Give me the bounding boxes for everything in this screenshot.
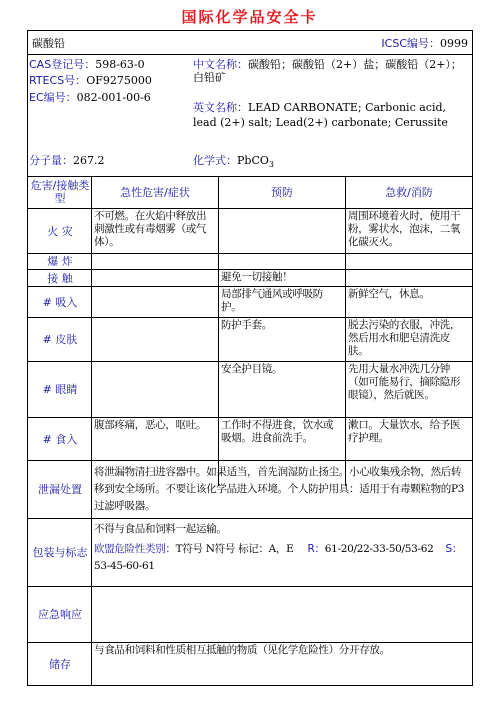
chinese-name-value: 碳酸铅；碳酸铅（2+）盐；碳酸铅（2+）；白铅矿 bbox=[193, 58, 462, 84]
row-contact-label: 接 触 bbox=[47, 271, 73, 285]
r-value: 61-20/22-33-50/53-62 bbox=[324, 543, 434, 555]
row-fire-label: 火 灾 bbox=[47, 224, 73, 238]
s-value: 53-45-60-61 bbox=[94, 560, 155, 572]
chinese-name bbox=[193, 58, 469, 84]
molecular-weight bbox=[29, 154, 105, 167]
header-first-aid: 急救/消防 bbox=[385, 185, 433, 199]
row-ingestion-hazard: 腹部疼痛，恶心，呕吐。 bbox=[94, 419, 207, 431]
row-eyes-prevention: 安全护目镜。 bbox=[221, 363, 283, 375]
row-eyes-label: # 眼睛 bbox=[42, 383, 78, 396]
storage-label: 储存 bbox=[49, 657, 71, 671]
formula-subscript: 3 bbox=[268, 160, 274, 169]
packaging-eu bbox=[92, 540, 472, 575]
row-skin-prevention: 防护手套。 bbox=[221, 319, 272, 331]
card-title: 国际化学品安全卡 bbox=[181, 8, 318, 26]
icsc-label: ICSC编号： bbox=[381, 37, 440, 50]
chinese-name-label: 中文名称： bbox=[193, 58, 248, 71]
row-skin-first-aid: 脱去污染的衣服，冲洗，然后用水和肥皂清洗皮肤。 bbox=[348, 319, 461, 357]
header-prevention: 预防 bbox=[271, 185, 293, 199]
header-hazard: 急性危害/症状 bbox=[120, 185, 190, 199]
row-fire-first-aid: 周围环境着火时，使用干粉，雾状水，泡沫，二氧化碳灭火。 bbox=[348, 210, 461, 248]
row-ingestion-prevention: 工作时不得进食，饮水或吸烟。进食前洗手。 bbox=[221, 419, 334, 444]
cas-value: 598-63-0 bbox=[95, 58, 145, 71]
cas-label: CAS登记号： bbox=[29, 58, 96, 71]
packaging-label: 包装与标志 bbox=[32, 546, 88, 559]
row-contact-prevention: 避免一切接触！ bbox=[221, 271, 293, 283]
row-fire-prevention bbox=[219, 209, 345, 210]
s-label: S： bbox=[445, 543, 463, 555]
english-name-label: 英文名称： bbox=[193, 101, 248, 114]
row-inhalation-prevention: 局部排气通风或呼吸防护。 bbox=[221, 288, 323, 313]
rtecs-number bbox=[29, 74, 152, 87]
spill-label: 泄漏处置 bbox=[38, 483, 82, 496]
row-explosion-label: 爆 炸 bbox=[47, 255, 73, 268]
safety-card bbox=[27, 30, 473, 686]
row-ingestion-label: # 食入 bbox=[42, 432, 78, 446]
cas-number bbox=[29, 58, 145, 71]
eu-label: 欧盟危险性类别： bbox=[94, 543, 176, 555]
row-inhalation-first-aid: 新鲜空气，休息。 bbox=[348, 288, 430, 300]
ec-label: EC编号： bbox=[29, 91, 77, 104]
icsc-number bbox=[381, 37, 468, 50]
row-skin-label: # 皮肤 bbox=[42, 333, 78, 346]
packaging-line1: 不得与食品和饲料一起运输。 bbox=[94, 523, 227, 535]
spill-text: 将泄漏物清扫进容器中。如果适当，首先润湿防止扬尘。小心收集残余物，然后转移到安全场所。不要让该化学品进入环境。个人防护用具：适用于有毒颗粒物的P3过滤呼吸器。 bbox=[94, 466, 465, 512]
emergency-label: 应急响应 bbox=[38, 608, 82, 621]
english-name bbox=[193, 100, 471, 130]
mw-value: 267.2 bbox=[73, 154, 105, 167]
ec-number bbox=[29, 91, 151, 104]
r-label: R： bbox=[307, 543, 325, 555]
rtecs-label: RTECS号： bbox=[29, 74, 87, 87]
english-name-value: LEAD CARBONATE; Carbonic acid, lead (2+) salt; Lead(2+) carbonate; Cerussite bbox=[193, 101, 448, 129]
icsc-value: 0999 bbox=[440, 37, 468, 50]
storage-text: 与食品和饲料和性质相互抵触的物质（见化学危险性）分开存放。 bbox=[94, 644, 390, 656]
rtecs-value: OF9275000 bbox=[86, 74, 152, 87]
ec-value: 082-001-00-6 bbox=[76, 91, 151, 104]
header-type: 危害/接触类型 bbox=[30, 179, 90, 205]
row-ingestion-first-aid: 漱口。大量饮水，给予医疗护理。 bbox=[348, 419, 461, 444]
row-inhalation-label: # 吸入 bbox=[42, 295, 78, 309]
row-fire-hazard: 不可燃。在火焰中释放出刺激性或有毒烟雾（或气体）。 bbox=[94, 210, 207, 248]
eu-value: T符号 N符号 标记：A，E bbox=[175, 543, 294, 555]
formula-label: 化学式： bbox=[193, 154, 237, 167]
formula-main: PbCO bbox=[237, 154, 269, 167]
chemical-name: 碳酸铅 bbox=[32, 37, 65, 50]
mw-label: 分子量： bbox=[29, 154, 73, 167]
emergency-text bbox=[92, 589, 472, 590]
chemical-formula bbox=[193, 154, 274, 171]
row-eyes-first-aid: 先用大量水冲洗几分钟（如可能易行，摘除隐形眼镜），然后就医。 bbox=[348, 363, 461, 401]
